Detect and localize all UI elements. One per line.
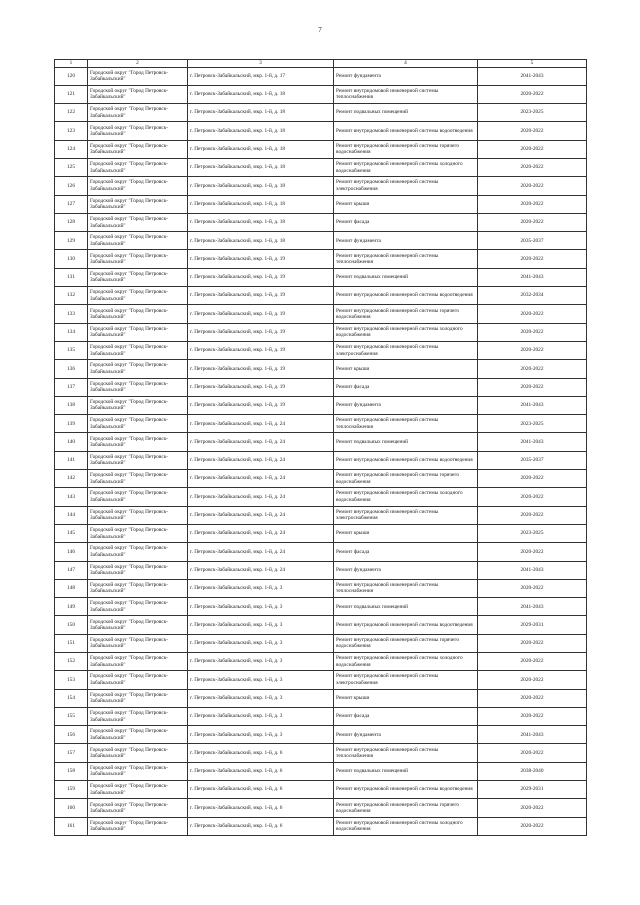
address-cell: г. Петровск-Забайкальский, мкр. 1-й, д. 18: [188, 122, 334, 140]
address-cell: г. Петровск-Забайкальский, мкр. 1-й, д. 6: [188, 799, 334, 817]
municipality-cell: Городской округ "Город Петровск-Забайкальский": [88, 341, 188, 359]
municipality-cell: Городской округ "Город Петровск-Забайкальский": [88, 616, 188, 634]
header-row: [55, 60, 587, 68]
table-row: [55, 232, 587, 250]
municipality-cell: Городской округ "Город Петровск-Забайкальский": [88, 561, 188, 579]
period-cell: 2020-2022: [478, 360, 587, 378]
address-cell: г. Петровск-Забайкальский, мкр. 1-й, д. 3: [188, 726, 334, 744]
period-cell: 2020-2022: [478, 177, 587, 195]
work-type-cell: Ремонт подвальных помещений: [334, 762, 478, 780]
municipality-cell: Городской округ "Город Петровск-Забайкальский": [88, 67, 188, 85]
table-row: [55, 543, 587, 561]
work-type-cell: Ремонт фасада: [334, 543, 478, 561]
row-number-cell: 151: [55, 634, 88, 652]
table-row: [55, 744, 587, 762]
address-cell: г. Петровск-Забайкальский, мкр. 1-й, д. 18: [188, 232, 334, 250]
period-cell: 2041-2043: [478, 561, 587, 579]
municipality-cell: Городской округ "Город Петровск-Забайкальский": [88, 579, 188, 597]
work-type-cell: Ремонт фундамента: [334, 726, 478, 744]
address-cell: г. Петровск-Забайкальский, мкр. 1-й, д. 3: [188, 616, 334, 634]
page-number: 7: [318, 26, 322, 34]
work-type-cell: Ремонт внутридомовой инженерной системы теплоснабжения: [334, 415, 478, 433]
municipality-cell: Городской округ "Город Петровск-Забайкальский": [88, 634, 188, 652]
table-row: [55, 250, 587, 268]
address-cell: г. Петровск-Забайкальский, мкр. 1-й, д. 19: [188, 341, 334, 359]
municipality-cell: Городской округ "Город Петровск-Забайкальский": [88, 305, 188, 323]
address-cell: г. Петровск-Забайкальский, мкр. 1-й, д. 3: [188, 653, 334, 671]
table-row: [55, 268, 587, 286]
row-number-cell: 139: [55, 415, 88, 433]
row-number-cell: 150: [55, 616, 88, 634]
row-number-cell: 152: [55, 653, 88, 671]
period-cell: 2020-2022: [478, 506, 587, 524]
table-header: [55, 60, 587, 68]
period-cell: 2041-2043: [478, 598, 587, 616]
column-header-3: 3: [188, 60, 334, 68]
row-number-cell: 132: [55, 287, 88, 305]
period-cell: 2029-2031: [478, 781, 587, 799]
municipality-cell: Городской округ "Город Петровск-Забайкальский": [88, 653, 188, 671]
table-row: [55, 451, 587, 469]
period-cell: 2020-2022: [478, 817, 587, 835]
table-row: [55, 140, 587, 158]
address-cell: г. Петровск-Забайкальский, мкр. 1-й, д. 18: [188, 213, 334, 231]
work-type-cell: Ремонт внутридомовой инженерной системы электроснабжения: [334, 341, 478, 359]
work-type-cell: Ремонт подвальных помещений: [334, 598, 478, 616]
work-type-cell: Ремонт внутридомовой инженерной системы холодного водоснабжения: [334, 323, 478, 341]
address-cell: г. Петровск-Забайкальский, мкр. 1-й, д. 6: [188, 781, 334, 799]
address-cell: г. Петровск-Забайкальский, мкр. 1-й, д. 3: [188, 579, 334, 597]
row-number-cell: 146: [55, 543, 88, 561]
address-cell: г. Петровск-Забайкальский, мкр. 1-й, д. 24: [188, 433, 334, 451]
work-type-cell: Ремонт внутридомовой инженерной системы холодного водоснабжения: [334, 158, 478, 176]
table-row: [55, 524, 587, 542]
municipality-cell: Городской округ "Город Петровск-Забайкальский": [88, 195, 188, 213]
address-cell: г. Петровск-Забайкальский, мкр. 1-й, д. 24: [188, 488, 334, 506]
municipality-cell: Городской округ "Город Петровск-Забайкальский": [88, 396, 188, 414]
table-row: [55, 762, 587, 780]
period-cell: 2020-2022: [478, 122, 587, 140]
address-cell: г. Петровск-Забайкальский, мкр. 1-й, д. 18: [188, 158, 334, 176]
period-cell: 2041-2043: [478, 433, 587, 451]
work-type-cell: Ремонт фундамента: [334, 67, 478, 85]
row-number-cell: 124: [55, 140, 88, 158]
row-number-cell: 157: [55, 744, 88, 762]
period-cell: 2032-2034: [478, 287, 587, 305]
municipality-cell: Городской округ "Город Петровск-Забайкальский": [88, 250, 188, 268]
period-cell: 2020-2022: [478, 799, 587, 817]
work-type-cell: Ремонт внутридомовой инженерной системы теплоснабжения: [334, 85, 478, 103]
row-number-cell: 158: [55, 762, 88, 780]
row-number-cell: 144: [55, 506, 88, 524]
address-cell: г. Петровск-Забайкальский, мкр. 1-й, д. 24: [188, 524, 334, 542]
period-cell: 2041-2043: [478, 726, 587, 744]
work-type-cell: Ремонт внутридомовой инженерной системы электроснабжения: [334, 506, 478, 524]
address-cell: г. Петровск-Забайкальский, мкр. 1-й, д. 3: [188, 671, 334, 689]
work-type-cell: Ремонт фасада: [334, 213, 478, 231]
table-row: [55, 122, 587, 140]
address-cell: г. Петровск-Забайкальский, мкр. 1-й, д. 18: [188, 85, 334, 103]
table-row: [55, 195, 587, 213]
table-row: [55, 305, 587, 323]
table-row: [55, 561, 587, 579]
municipality-cell: Городской округ "Город Петровск-Забайкальский": [88, 360, 188, 378]
work-type-cell: Ремонт фундамента: [334, 232, 478, 250]
work-type-cell: Ремонт внутридомовой инженерной системы водоотведения: [334, 616, 478, 634]
municipality-cell: Городской округ "Город Петровск-Забайкальский": [88, 378, 188, 396]
table-row: [55, 506, 587, 524]
table-row: [55, 177, 587, 195]
municipality-cell: Городской округ "Город Петровск-Забайкальский": [88, 488, 188, 506]
municipality-cell: Городской округ "Город Петровск-Забайкальский": [88, 744, 188, 762]
municipality-cell: Городской округ "Город Петровск-Забайкальский": [88, 506, 188, 524]
row-number-cell: 133: [55, 305, 88, 323]
row-number-cell: 136: [55, 360, 88, 378]
period-cell: 2041-2043: [478, 396, 587, 414]
table-row: [55, 85, 587, 103]
row-number-cell: 125: [55, 158, 88, 176]
row-number-cell: 126: [55, 177, 88, 195]
work-type-cell: Ремонт фундамента: [334, 561, 478, 579]
municipality-cell: Городской округ "Город Петровск-Забайкальский": [88, 451, 188, 469]
table-row: [55, 470, 587, 488]
municipality-cell: Городской округ "Город Петровск-Забайкальский": [88, 671, 188, 689]
address-cell: г. Петровск-Забайкальский, мкр. 1-й, д. 3: [188, 634, 334, 652]
period-cell: 2020-2022: [478, 213, 587, 231]
address-cell: г. Петровск-Забайкальский, мкр. 1-й, д. 19: [188, 250, 334, 268]
municipality-cell: Городской округ "Город Петровск-Забайкальский": [88, 470, 188, 488]
period-cell: 2023-2025: [478, 104, 587, 122]
period-cell: 2020-2022: [478, 323, 587, 341]
period-cell: 2020-2022: [478, 341, 587, 359]
column-header-1: 1: [55, 60, 88, 68]
period-cell: 2023-2025: [478, 415, 587, 433]
table-row: [55, 689, 587, 707]
row-number-cell: 129: [55, 232, 88, 250]
address-cell: г. Петровск-Забайкальский, мкр. 1-й, д. 19: [188, 287, 334, 305]
work-type-cell: Ремонт подвальных помещений: [334, 433, 478, 451]
work-type-cell: Ремонт внутридомовой инженерной системы холодного водоснабжения: [334, 817, 478, 835]
work-type-cell: Ремонт внутридомовой инженерной системы горячего водоснабжения: [334, 140, 478, 158]
municipality-cell: Городской округ "Город Петровск-Забайкальский": [88, 543, 188, 561]
municipality-cell: Городской округ "Город Петровск-Забайкальский": [88, 177, 188, 195]
row-number-cell: 156: [55, 726, 88, 744]
table-body: [55, 67, 587, 835]
address-cell: г. Петровск-Забайкальский, мкр. 1-й, д. 24: [188, 470, 334, 488]
period-cell: 2020-2022: [478, 85, 587, 103]
municipality-cell: Городской округ "Город Петровск-Забайкальский": [88, 104, 188, 122]
table-row: [55, 323, 587, 341]
municipality-cell: Городской округ "Город Петровск-Забайкальский": [88, 140, 188, 158]
work-type-cell: Ремонт внутридомовой инженерной системы водоотведения: [334, 122, 478, 140]
row-number-cell: 153: [55, 671, 88, 689]
column-header-2: 2: [88, 60, 188, 68]
table-row: [55, 360, 587, 378]
row-number-cell: 122: [55, 104, 88, 122]
municipality-cell: Городской округ "Город Петровск-Забайкальский": [88, 781, 188, 799]
period-cell: 2041-2043: [478, 268, 587, 286]
work-type-cell: Ремонт внутридомовой инженерной системы холодного водоснабжения: [334, 653, 478, 671]
row-number-cell: 141: [55, 451, 88, 469]
address-cell: г. Петровск-Забайкальский, мкр. 1-й, д. 3: [188, 707, 334, 725]
period-cell: 2020-2022: [478, 744, 587, 762]
table-row: [55, 707, 587, 725]
row-number-cell: 121: [55, 85, 88, 103]
row-number-cell: 148: [55, 579, 88, 597]
work-type-cell: Ремонт внутридомовой инженерной системы водоотведения: [334, 287, 478, 305]
period-cell: 2020-2022: [478, 305, 587, 323]
row-number-cell: 131: [55, 268, 88, 286]
address-cell: г. Петровск-Забайкальский, мкр. 1-й, д. 19: [188, 268, 334, 286]
address-cell: г. Петровск-Забайкальский, мкр. 1-й, д. 17: [188, 67, 334, 85]
row-number-cell: 159: [55, 781, 88, 799]
municipality-cell: Городской округ "Город Петровск-Забайкальский": [88, 232, 188, 250]
period-cell: 2020-2022: [478, 470, 587, 488]
row-number-cell: 140: [55, 433, 88, 451]
table-row: [55, 653, 587, 671]
period-cell: 2035-2037: [478, 451, 587, 469]
work-type-cell: Ремонт фундамента: [334, 396, 478, 414]
table-row: [55, 341, 587, 359]
period-cell: 2023-2025: [478, 524, 587, 542]
period-cell: 2020-2022: [478, 579, 587, 597]
program-table: [54, 59, 587, 836]
municipality-cell: Городской округ "Город Петровск-Забайкальский": [88, 323, 188, 341]
period-cell: 2020-2022: [478, 543, 587, 561]
address-cell: г. Петровск-Забайкальский, мкр. 1-й, д. 24: [188, 561, 334, 579]
municipality-cell: Городской округ "Город Петровск-Забайкальский": [88, 213, 188, 231]
period-cell: 2020-2022: [478, 195, 587, 213]
address-cell: г. Петровск-Забайкальский, мкр. 1-й, д. 24: [188, 543, 334, 561]
municipality-cell: Городской округ "Город Петровск-Забайкальский": [88, 122, 188, 140]
address-cell: г. Петровск-Забайкальский, мкр. 1-й, д. 3: [188, 598, 334, 616]
row-number-cell: 137: [55, 378, 88, 396]
column-header-4: 4: [334, 60, 478, 68]
work-type-cell: Ремонт внутридомовой инженерной системы теплоснабжения: [334, 744, 478, 762]
municipality-cell: Городской округ "Город Петровск-Забайкальский": [88, 287, 188, 305]
table-row: [55, 579, 587, 597]
address-cell: г. Петровск-Забайкальский, мкр. 1-й, д. 24: [188, 415, 334, 433]
row-number-cell: 123: [55, 122, 88, 140]
column-header-5: 5: [478, 60, 587, 68]
row-number-cell: 161: [55, 817, 88, 835]
municipality-cell: Городской округ "Город Петровск-Забайкальский": [88, 762, 188, 780]
table-row: [55, 287, 587, 305]
row-number-cell: 149: [55, 598, 88, 616]
table-row: [55, 158, 587, 176]
work-type-cell: Ремонт внутридомовой инженерной системы горячего водоснабжения: [334, 305, 478, 323]
municipality-cell: Городской округ "Город Петровск-Забайкальский": [88, 707, 188, 725]
municipality-cell: Городской округ "Город Петровск-Забайкальский": [88, 415, 188, 433]
address-cell: г. Петровск-Забайкальский, мкр. 1-й, д. 19: [188, 305, 334, 323]
work-type-cell: Ремонт фасада: [334, 378, 478, 396]
table-row: [55, 598, 587, 616]
period-cell: 2020-2022: [478, 140, 587, 158]
municipality-cell: Городской округ "Город Петровск-Забайкальский": [88, 158, 188, 176]
work-type-cell: Ремонт внутридомовой инженерной системы холодного водоснабжения: [334, 488, 478, 506]
work-type-cell: Ремонт подвальных помещений: [334, 104, 478, 122]
work-type-cell: Ремонт внутридомовой инженерной системы горячего водоснабжения: [334, 634, 478, 652]
period-cell: 2029-2031: [478, 616, 587, 634]
address-cell: г. Петровск-Забайкальский, мкр. 1-й, д. 24: [188, 506, 334, 524]
table-row: [55, 396, 587, 414]
row-number-cell: 120: [55, 67, 88, 85]
municipality-cell: Городской округ "Город Петровск-Забайкальский": [88, 85, 188, 103]
row-number-cell: 128: [55, 213, 88, 231]
row-number-cell: 138: [55, 396, 88, 414]
row-number-cell: 160: [55, 799, 88, 817]
table-row: [55, 616, 587, 634]
table-row: [55, 213, 587, 231]
municipality-cell: Городской округ "Город Петровск-Забайкальский": [88, 799, 188, 817]
period-cell: 2020-2022: [478, 634, 587, 652]
table-row: [55, 488, 587, 506]
work-type-cell: Ремонт внутридомовой инженерной системы горячего водоснабжения: [334, 470, 478, 488]
municipality-cell: Городской округ "Город Петровск-Забайкальский": [88, 689, 188, 707]
work-type-cell: Ремонт крыши: [334, 524, 478, 542]
municipality-cell: Городской округ "Город Петровск-Забайкальский": [88, 433, 188, 451]
municipality-cell: Городской округ "Город Петровск-Забайкальский": [88, 598, 188, 616]
municipality-cell: Городской округ "Город Петровск-Забайкальский": [88, 524, 188, 542]
address-cell: г. Петровск-Забайкальский, мкр. 1-й, д. 19: [188, 360, 334, 378]
row-number-cell: 147: [55, 561, 88, 579]
table-row: [55, 799, 587, 817]
period-cell: 2020-2022: [478, 707, 587, 725]
address-cell: г. Петровск-Забайкальский, мкр. 1-й, д. 19: [188, 396, 334, 414]
address-cell: г. Петровск-Забайкальский, мкр. 1-й, д. 18: [188, 177, 334, 195]
period-cell: 2035-2037: [478, 232, 587, 250]
row-number-cell: 134: [55, 323, 88, 341]
work-type-cell: Ремонт подвальных помещений: [334, 268, 478, 286]
address-cell: г. Петровск-Забайкальский, мкр. 1-й, д. 24: [188, 451, 334, 469]
address-cell: г. Петровск-Забайкальский, мкр. 1-й, д. 3: [188, 689, 334, 707]
table-row: [55, 104, 587, 122]
municipality-cell: Городской округ "Город Петровск-Забайкальский": [88, 726, 188, 744]
work-type-cell: Ремонт внутридомовой инженерной системы электроснабжения: [334, 177, 478, 195]
table-row: [55, 634, 587, 652]
row-number-cell: 155: [55, 707, 88, 725]
row-number-cell: 142: [55, 470, 88, 488]
work-type-cell: Ремонт внутридомовой инженерной системы водоотведения: [334, 451, 478, 469]
table-row: [55, 67, 587, 85]
period-cell: 2020-2022: [478, 158, 587, 176]
period-cell: 2038-2040: [478, 762, 587, 780]
period-cell: 2020-2022: [478, 671, 587, 689]
row-number-cell: 143: [55, 488, 88, 506]
period-cell: 2020-2022: [478, 653, 587, 671]
period-cell: 2020-2022: [478, 689, 587, 707]
address-cell: г. Петровск-Забайкальский, мкр. 1-й, д. 6: [188, 744, 334, 762]
table-row: [55, 671, 587, 689]
municipality-cell: Городской округ "Город Петровск-Забайкальский": [88, 268, 188, 286]
address-cell: г. Петровск-Забайкальский, мкр. 1-й, д. 19: [188, 378, 334, 396]
table-row: [55, 433, 587, 451]
work-type-cell: Ремонт крыши: [334, 689, 478, 707]
address-cell: г. Петровск-Забайкальский, мкр. 1-й, д. 18: [188, 195, 334, 213]
work-type-cell: Ремонт фасада: [334, 707, 478, 725]
row-number-cell: 154: [55, 689, 88, 707]
work-type-cell: Ремонт внутридомовой инженерной системы водоотведения: [334, 781, 478, 799]
work-type-cell: Ремонт крыши: [334, 195, 478, 213]
row-number-cell: 145: [55, 524, 88, 542]
period-cell: 2041-2043: [478, 67, 587, 85]
table-row: [55, 781, 587, 799]
row-number-cell: 127: [55, 195, 88, 213]
address-cell: г. Петровск-Забайкальский, мкр. 1-й, д. 6: [188, 817, 334, 835]
table-row: [55, 415, 587, 433]
table-row: [55, 817, 587, 835]
table-row: [55, 378, 587, 396]
period-cell: 2020-2022: [478, 378, 587, 396]
work-type-cell: Ремонт внутридомовой инженерной системы электроснабжения: [334, 671, 478, 689]
work-type-cell: Ремонт внутридомовой инженерной системы теплоснабжения: [334, 250, 478, 268]
municipality-cell: Городской округ "Город Петровск-Забайкальский": [88, 817, 188, 835]
work-type-cell: Ремонт внутридомовой инженерной системы теплоснабжения: [334, 579, 478, 597]
address-cell: г. Петровск-Забайкальский, мкр. 1-й, д. 19: [188, 323, 334, 341]
work-type-cell: Ремонт внутридомовой инженерной системы горячего водоснабжения: [334, 799, 478, 817]
table-row: [55, 726, 587, 744]
work-type-cell: Ремонт крыши: [334, 360, 478, 378]
address-cell: г. Петровск-Забайкальский, мкр. 1-й, д. 18: [188, 104, 334, 122]
period-cell: 2020-2022: [478, 488, 587, 506]
address-cell: г. Петровск-Забайкальский, мкр. 1-й, д. 6: [188, 762, 334, 780]
row-number-cell: 135: [55, 341, 88, 359]
address-cell: г. Петровск-Забайкальский, мкр. 1-й, д. 18: [188, 140, 334, 158]
row-number-cell: 130: [55, 250, 88, 268]
period-cell: 2020-2022: [478, 250, 587, 268]
